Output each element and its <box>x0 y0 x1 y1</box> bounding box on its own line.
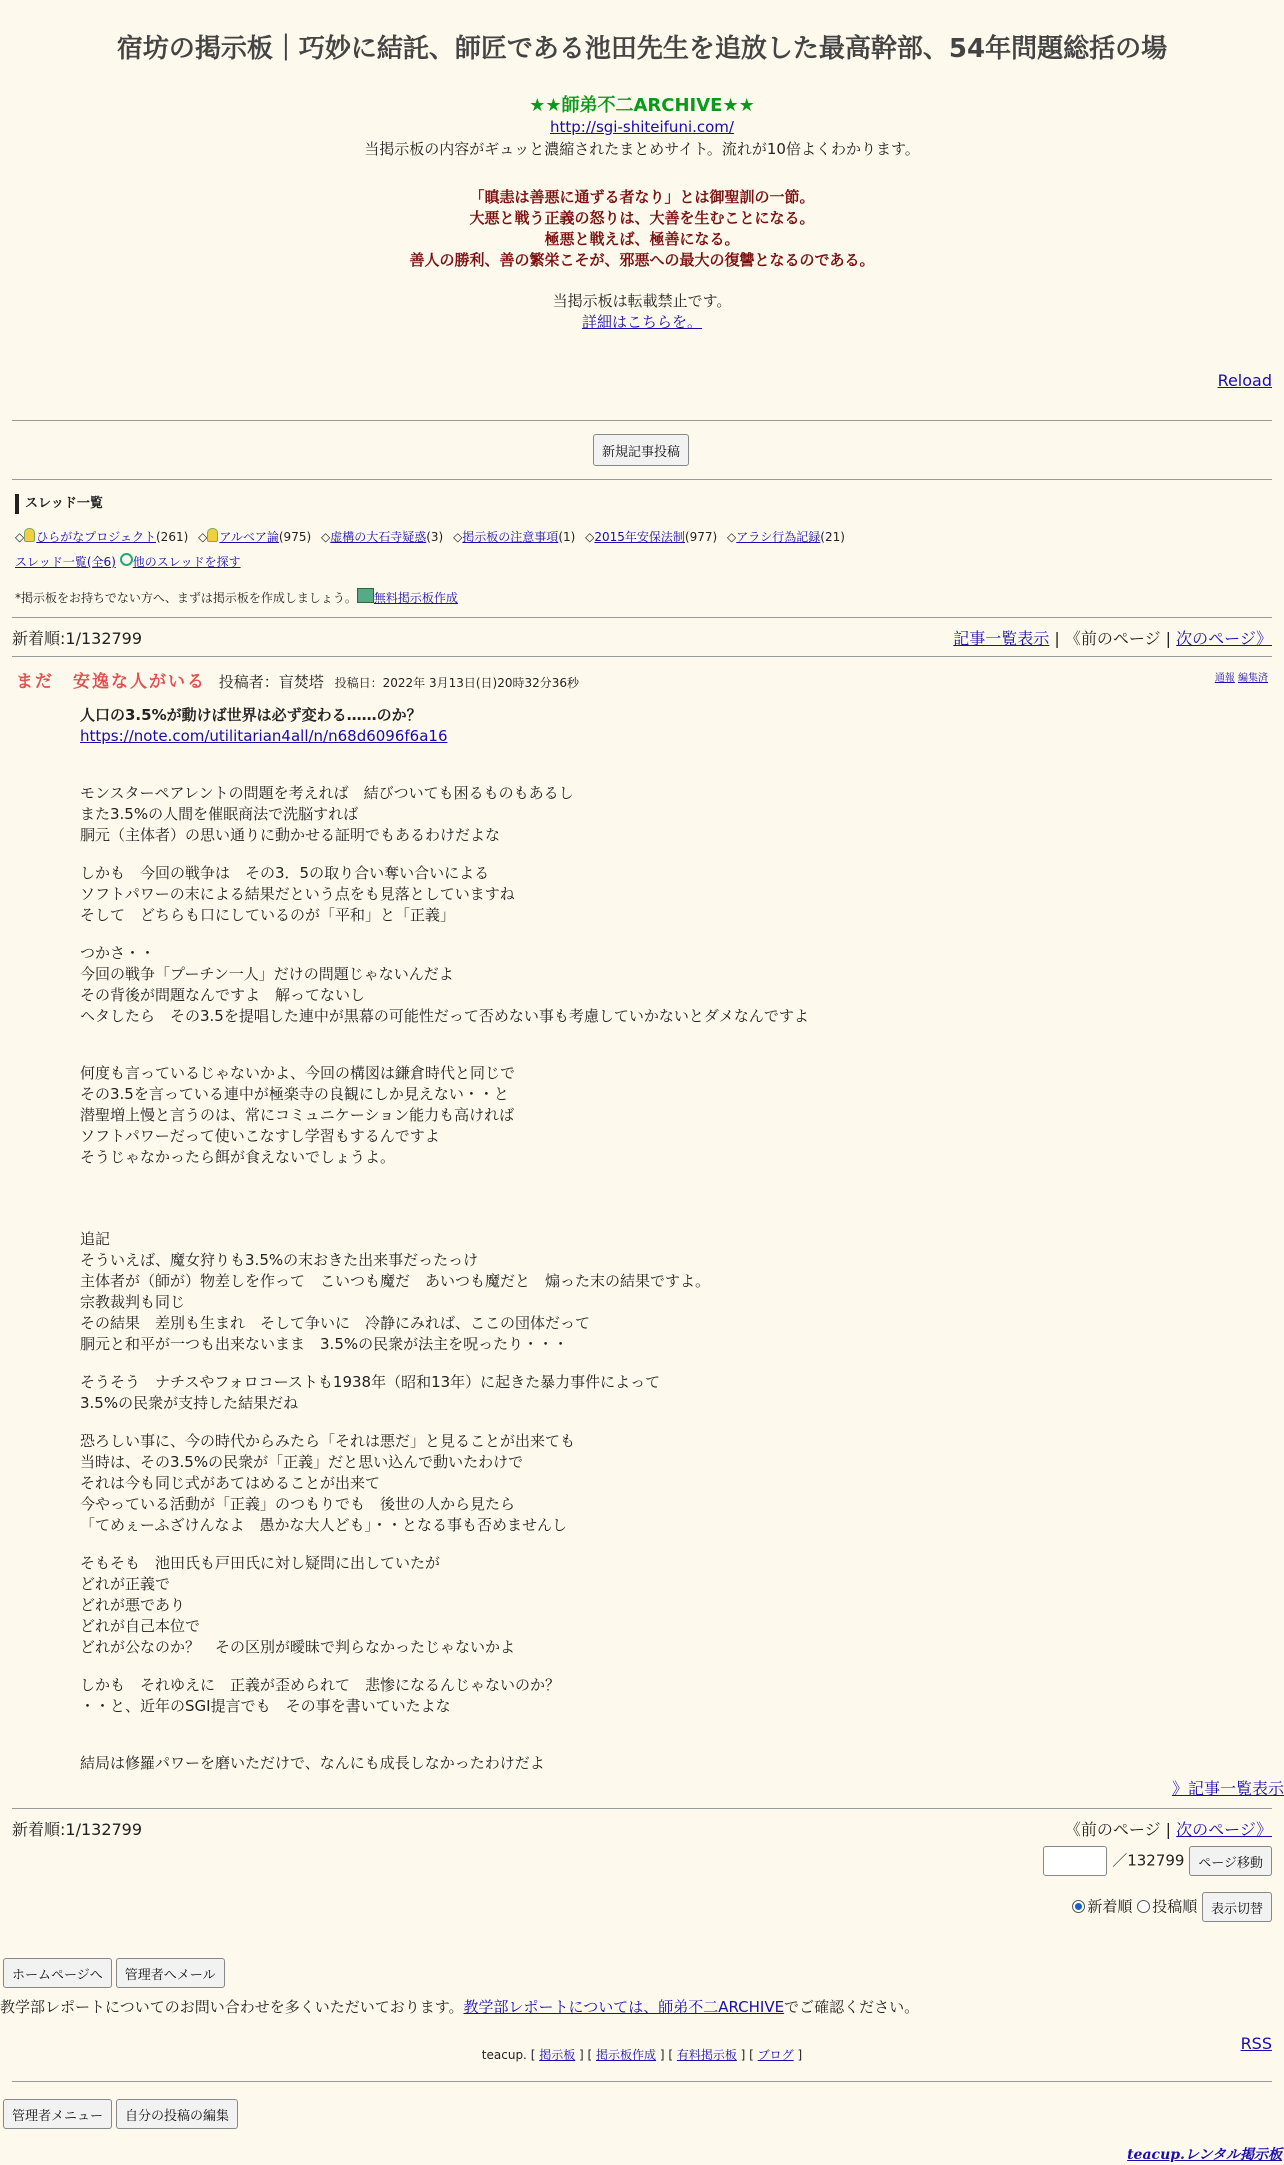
edit-own-posts-button[interactable]: 自分の投稿の編集 <box>116 2099 238 2129</box>
bullet: ◇ <box>585 530 595 544</box>
thread-list-heading: スレッド一覧 <box>15 494 1272 514</box>
archive-description: 当掲示板の内容がギュッと濃縮されたまとめサイト。流れが10倍よくわかります。 <box>364 140 920 158</box>
thread-extra-links <box>15 553 1272 570</box>
bullet: ◇ <box>453 530 463 544</box>
thread-count: (261) <box>156 530 189 544</box>
thread-count: (1) <box>558 530 576 544</box>
create-board-link[interactable]: 無料掲示板作成 <box>373 591 458 605</box>
thread-count: (975) <box>278 530 312 544</box>
post-line: 何度も言っているじゃないかよ、今回の構図は鎌倉時代と同じで <box>80 1064 516 1082</box>
inquiry-link[interactable]: 教学部レポートについては、師弟不二ARCHIVE <box>463 1998 785 2016</box>
post-line: ・・と、近年のSGI提言でも その事を書いていたよな <box>80 1697 451 1715</box>
admin-menu-button[interactable]: 管理者メニュー <box>3 2099 112 2129</box>
divider <box>12 479 1272 480</box>
inquiry-text: 教学部レポートについてのお問い合わせを多くいただいております。 <box>0 1998 464 2016</box>
thread-link[interactable]: 虚構の大石寺疑惑 <box>330 530 427 544</box>
homepage-button[interactable]: ホームページへ <box>3 1958 112 1988</box>
footer-buttons <box>3 1958 229 1988</box>
post-line: どれが悪であり <box>80 1596 186 1614</box>
footer-link[interactable]: 掲示板 <box>539 2048 576 2062</box>
post-line: その背後が問題なんですよ 解ってないし <box>80 986 366 1004</box>
footer-link[interactable]: 掲示板作成 <box>596 2048 657 2062</box>
separator: | <box>1165 629 1172 648</box>
post-date: 投稿日：2022年 3月13日(日)20時32分36秒 <box>334 676 580 690</box>
reprint-notice-block <box>0 291 1284 333</box>
thread-item <box>585 530 717 544</box>
details-link[interactable]: 詳細はこちらを。 <box>581 313 702 331</box>
order-new-radio[interactable] <box>1072 1900 1085 1913</box>
total-pages: ／132799 <box>1112 1851 1185 1870</box>
order-new-label: 新着順 <box>1087 1897 1133 1916</box>
next-page-link[interactable]: 次のページ》 <box>1176 629 1272 648</box>
new-post-button[interactable]: 新規記事投稿 <box>593 434 689 466</box>
post-line: モンスターペアレントの問題を考えれば 結びついても困るものもあるし <box>80 784 574 802</box>
admin-buttons <box>3 2099 242 2129</box>
create-board-text: *掲示板をお持ちでない方へ、まずは掲示板を作成しましょう。 <box>15 591 357 605</box>
post-line: そうじゃなかったら餌が食えないでしょうよ。 <box>80 1148 396 1166</box>
thread-items <box>15 528 1272 545</box>
post-line: しかも それゆえに 正義が歪められて 悲惨になるんじゃないのか？ <box>80 1676 561 1694</box>
prev-page-text: 《前のページ <box>1064 629 1161 648</box>
create-board-note <box>15 588 1272 606</box>
post-line: 主体者が（師が）物差しを作って こいつも魔だ あいつも魔だと 煽った末の結果ですよ。 <box>80 1272 711 1290</box>
post-line: 宗教裁判も同じ <box>80 1293 186 1311</box>
archive-url-link[interactable]: http://sgi-shiteifuni.com/ <box>550 118 734 136</box>
post-line: しかも 今回の戦争は その3．5の取り合い奪い合いによる <box>80 864 490 882</box>
magnifier-icon <box>120 553 133 566</box>
sort-order <box>1072 1892 1272 1922</box>
bullet: ◇ <box>320 530 331 544</box>
next-page-link[interactable]: 次のページ》 <box>1176 1820 1272 1839</box>
thread-item <box>198 530 311 544</box>
post-header <box>16 667 1272 692</box>
post-line: 今回の戦争「プーチン一人」だけの問題じゃないんだよ <box>80 965 454 983</box>
divider <box>12 2081 1272 2082</box>
order-post-label: 投稿順 <box>1152 1897 1198 1916</box>
post-line: その結果 差別も生まれ そして争いに 冷静にみれば、ここの団体だって <box>80 1314 591 1332</box>
post-line: どれが正義で <box>80 1575 171 1593</box>
thread-count: (3) <box>426 530 444 544</box>
lightbulb-icon <box>207 528 218 542</box>
thread-link[interactable]: ひらがなプロジェクト <box>36 530 156 544</box>
article-list-more-link[interactable]: 》記事一覧表示 <box>1171 1779 1284 1798</box>
thread-list <box>15 494 1272 606</box>
post <box>16 667 1272 1772</box>
bullet: ◇ <box>727 530 737 544</box>
post-line: そもそも 池田氏も戸田氏に対し疑問に出していたが <box>80 1554 441 1572</box>
thread-link[interactable]: 2015年安保法制 <box>594 530 685 544</box>
mail-admin-button[interactable]: 管理者へメール <box>116 1958 225 1988</box>
post-url-link[interactable]: https://note.com/utilitarian4all/n/n68d6096f6a16 <box>80 727 448 745</box>
post-line: その3.5を言っている連中が極楽寺の良観にしか見えない・・と <box>80 1085 509 1103</box>
post-line: そうそう ナチスやフォロコーストも1938年（昭和13年）に起きた暴力事件によって <box>80 1373 661 1391</box>
quote-line: 善人の勝利、善の繁栄こそが、邪悪への最大の復讐となるのである。 <box>409 251 875 269</box>
switch-display-button[interactable]: 表示切替 <box>1202 1892 1272 1922</box>
quote-block <box>0 187 1284 271</box>
order-post-radio[interactable] <box>1137 1900 1150 1913</box>
divider <box>12 1808 1272 1809</box>
post-line: 結局は修羅パワーを磨いただけで、なんにも成長しなかったわけだよ <box>80 1754 545 1772</box>
page-jump <box>1043 1846 1272 1876</box>
inquiry-notice <box>0 1996 919 2017</box>
teacup-label: teacup. <box>481 2048 527 2062</box>
teacup-brand-link[interactable]: teacup.レンタル掲示板 <box>1127 2147 1282 2163</box>
divider <box>12 656 1272 657</box>
post-line: そういえば、魔女狩りも3.5%の末おきた出来事だったっけ <box>80 1251 479 1269</box>
page-title: 宿坊の掲示板｜巧妙に結託、師匠である池田先生を追放した最高幹部、54年問題総括の場 <box>116 34 1168 64</box>
page-number-input[interactable] <box>1043 1846 1107 1876</box>
thread-item <box>453 530 575 544</box>
thread-item <box>321 530 443 544</box>
pager-bottom <box>12 1817 1272 1837</box>
page-move-button[interactable]: ページ移動 <box>1189 1846 1272 1876</box>
teacup-links: teacup. [ 掲示板 ] [ 掲示板作成 ] [ 有料掲示板 ] [ ブログ ] <box>481 2048 803 2062</box>
inquiry-tail: でご確認ください。 <box>784 1998 920 2016</box>
reprint-notice: 当掲示板は転載禁止です。 <box>552 292 732 310</box>
post-admin-links <box>1215 669 1268 684</box>
post-line: 胴元（主体者）の思い通りに動かせる証明でもあるわけだよな <box>80 826 501 844</box>
archive-name: ★★師弟不二ARCHIVE★★ <box>529 95 755 116</box>
bullet: ◇ <box>15 530 25 544</box>
thread-item <box>15 530 188 544</box>
separator: | <box>1054 629 1060 648</box>
lightbulb-icon <box>24 528 35 542</box>
post-line: つかさ・・ <box>80 944 156 962</box>
quote-line: 大悪と戦う正義の怒りは、大善を生むことになる。 <box>469 209 815 227</box>
post-line: ソフトパワーの末による結果だという点をも見落としていますね <box>80 885 515 903</box>
post-headline: 人口の3.5%が動けば世界は必ず変わる……のか？ <box>80 706 422 724</box>
thread-count: (977) <box>684 530 718 544</box>
post-line: それは今も同じ式があてはめることが出来て <box>80 1474 381 1492</box>
all-threads-link[interactable]: スレッド一覧(全6) <box>15 555 116 569</box>
article-list-link[interactable]: 記事一覧表示 <box>953 629 1050 648</box>
post-line: ヘタしたら その3.5を提唱した連中が黒幕の可能性だって否めない事も考慮していかないとダメなんですよ <box>80 1007 809 1025</box>
divider <box>12 420 1272 421</box>
post-line: 胴元と和平が一つも出来ないまま 3.5%の民衆が法主を呪ったり・・・ <box>80 1335 569 1353</box>
post-line: ソフトパワーだって使いこなすし学習もするんですよ <box>80 1127 440 1145</box>
post-line: 追記 <box>80 1230 111 1248</box>
page-position: 新着順:1/132799 <box>12 629 143 648</box>
archive-box <box>0 91 1284 159</box>
pager-top <box>12 626 1272 646</box>
thread-link[interactable]: 掲示板の注意事項 <box>462 530 559 544</box>
post-line: 恐ろしい事に、今の時代からみたら「それは悪だ」と見ることが出来ても <box>80 1432 576 1450</box>
post-line: 今やっている活動が「正義」のつもりでも 後世の人から見たら <box>80 1495 516 1513</box>
separator: | <box>1165 1820 1172 1839</box>
thread-link[interactable]: アルベア論 <box>219 530 279 544</box>
post-line: どれが公なのか？ その区別が曖昧で判らなかったじゃないかよ <box>80 1638 516 1656</box>
prev-page-text: 《前のページ <box>1064 1820 1161 1839</box>
edited-link[interactable]: 編集済 <box>1238 673 1268 684</box>
thread-item <box>727 530 845 544</box>
post-author-label: 投稿者： <box>218 673 279 691</box>
footer-link[interactable]: 有料掲示板 <box>676 2048 737 2062</box>
post-line: 潜聖増上慢と言うのは、常にコミュニケーション能力も高ければ <box>80 1106 515 1124</box>
board-icon <box>357 588 374 603</box>
footer-link[interactable]: ブログ <box>757 2048 794 2062</box>
report-link[interactable]: 通報 <box>1214 673 1235 684</box>
post-line: どれが自己本位で <box>80 1617 201 1635</box>
rss-link[interactable]: RSS <box>1240 2034 1272 2053</box>
post-line: 「てめぇーふざけんなよ 愚かな大人ども」・・となる事も否めませんし <box>80 1516 568 1534</box>
reload-link[interactable]: Reload <box>1217 371 1272 390</box>
post-title: まだ 安逸な人がいる <box>16 672 206 692</box>
thread-count: (21) <box>820 530 845 544</box>
post-line: また3.5%の人間を催眠商法で洗脳すれば <box>80 805 359 823</box>
bullet: ◇ <box>198 530 208 544</box>
post-author: 盲焚塔 <box>278 673 324 691</box>
search-threads-link[interactable]: 他のスレッドを探す <box>132 555 241 569</box>
page-position: 新着順:1/132799 <box>12 1820 143 1839</box>
post-line: 3.5%の民衆が支持した結果だね <box>80 1394 299 1412</box>
post-line: そして どちらも口にしているのが「平和」と「正義」 <box>80 906 456 924</box>
post-body <box>80 705 809 1774</box>
quote-line: 極悪と戦えば、極善になる。 <box>544 230 740 248</box>
thread-link[interactable]: アラシ行為記録 <box>736 530 821 544</box>
post-line: 当時は、その3.5%の民衆が「正義」だと思い込んで動いたわけで <box>80 1453 524 1471</box>
divider <box>12 617 1272 618</box>
quote-line: 「瞋恚は善悪に通ずる者なり」とは御聖訓の一節。 <box>469 188 815 206</box>
